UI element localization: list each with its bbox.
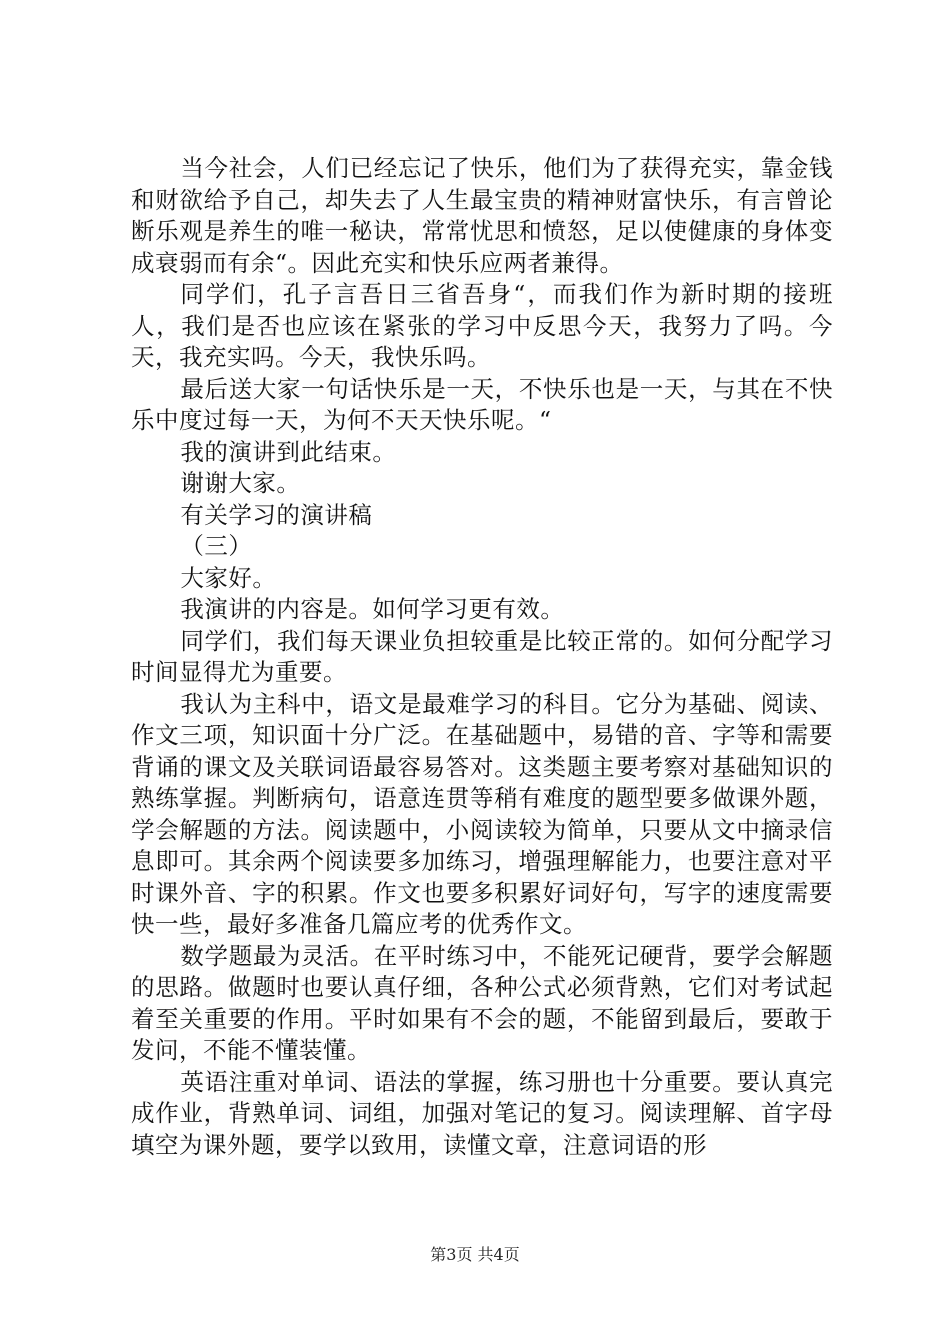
paragraph: 谢谢大家。 <box>180 469 301 497</box>
paragraph: 我的演讲到此结束。 <box>180 437 397 466</box>
paragraph: 我演讲的内容是。如何学习更有效。 <box>180 595 565 623</box>
page-footer <box>0 1242 950 1265</box>
paragraph: 大家好。 <box>180 563 277 592</box>
paragraph: 数学题最为灵活。在平时练习中，不能死记硬背，要学会解题的思路。做题时也要认真仔细，各种公式必须背熟，它们对考试起着至关重要的作用。平时如果有不会的题，不能留到最后，要敢于发问，不能不懂装懂。 <box>131 941 833 1064</box>
section-number: （三） <box>180 532 253 560</box>
paragraph: 我认为主科中，语文是最难学习的科目。它分为基础、阅读、作文三项，知识面十分广泛。在基础题中，易错的音、字等和需要背诵的课文及关联词语最容易答对。这类题主要考察对基础知识的熟练掌握。判断病句，语意连贯等稍有难度的题型要多做课外题，学会解题的方法。阅读题中，小阅读较为简单，只要从文中摘录信息即可。其余两个阅读要多加练习，增强理解能力，也要注意对平时课外音、字的积累。作文也要多积累好词好句，写字的速度需要快一些，最好多准备几篇应考的优秀作文。 <box>131 689 833 938</box>
section-title: 有关学习的演讲稿 <box>180 500 373 529</box>
paragraph: 同学们，孔子言吾日三省吾身“，而我们作为新时期的接班人，我们是否也应该在紧张的学习中反思今天，我努力了吗。今天，我充实吗。今天，我快乐吗。 <box>131 280 833 371</box>
paragraph: 同学们，我们每天课业负担较重是比较正常的。如何分配学习时间显得尤为重要。 <box>131 626 833 686</box>
paragraph: 最后送大家一句话快乐是一天，不快乐也是一天，与其在不快乐中度过每一天，为何不天天快乐呢。“ <box>131 374 833 434</box>
page-number-label: 第3页 共4页 <box>430 1245 520 1264</box>
paragraph: 英语注重对单词、语法的掌握，练习册也十分重要。要认真完成作业，背熟单词、词组，加强对笔记的复习。阅读理解、首字母填空为课外题，要学以致用，读懂文章，注意词语的形 <box>131 1067 833 1159</box>
speech-body <box>131 153 833 1161</box>
paragraph: 当今社会，人们已经忘记了快乐，他们为了获得充实，靠金钱和财欲给予自己，却失去了人生最宝贵的精神财富快乐，有言曾论断乐观是养生的唯一秘诀，常常忧思和愤怒，足以使健康的身体变成衰弱而有余“。因此充实和快乐应两者兼得。 <box>131 154 833 277</box>
